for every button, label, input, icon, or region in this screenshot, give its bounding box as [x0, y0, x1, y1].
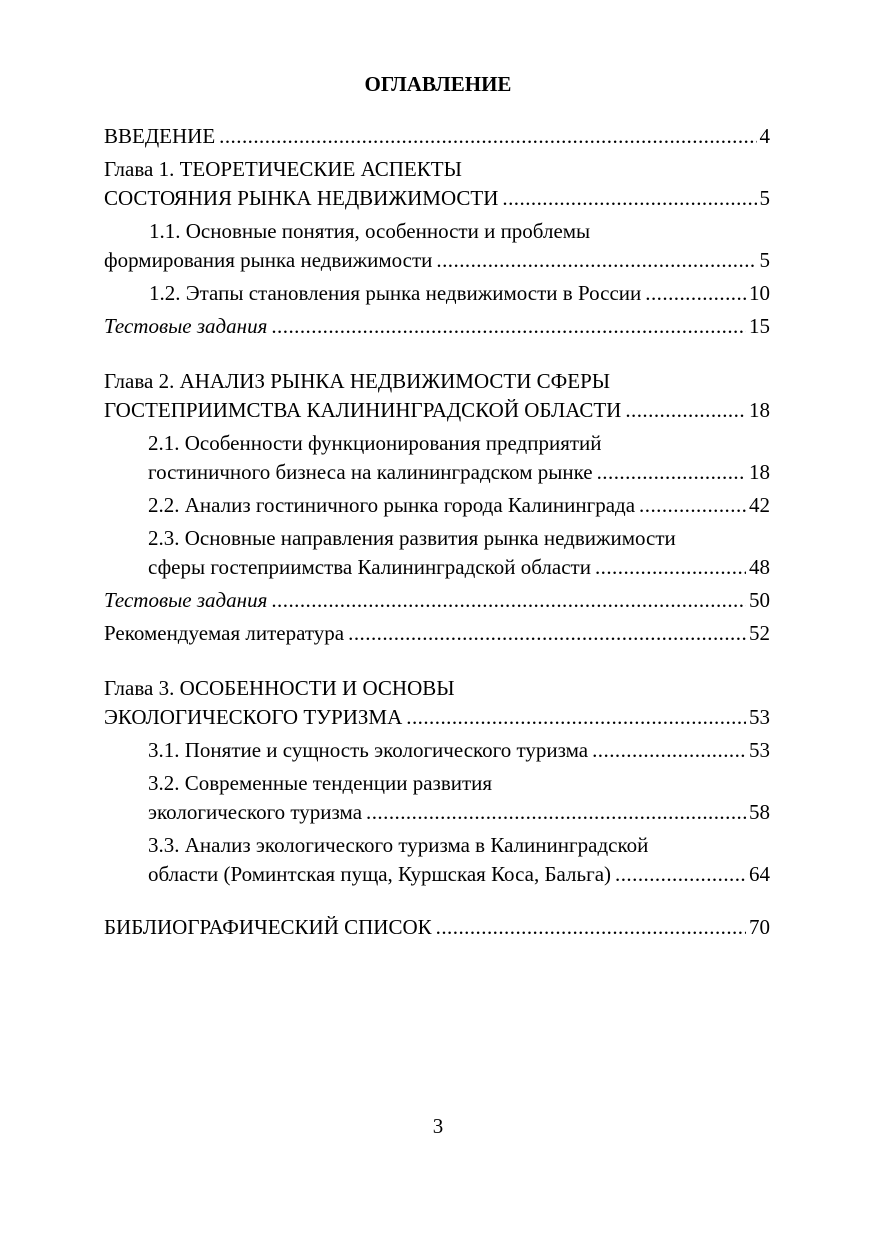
toc-entry-chapter-2 — [104, 367, 770, 425]
toc-page-number: 4 — [759, 124, 770, 148]
table-of-contents — [104, 122, 770, 946]
dot-leader — [592, 736, 746, 765]
dot-leader — [645, 279, 746, 308]
toc-page-number: 52 — [749, 621, 770, 645]
dot-leader — [625, 396, 746, 425]
toc-entry-introduction — [104, 122, 770, 151]
toc-entry-title-continued: области (Роминтская пуща, Куршская Коса, Бальга) — [148, 862, 612, 886]
toc-page-number: 5 — [759, 186, 770, 210]
toc-entry-title-continued: сферы гостеприимства Калининградской области — [148, 555, 591, 579]
toc-entry-section-3-2 — [104, 769, 770, 827]
toc-entry-title: 3.1. Понятие и сущность экологического туризма — [148, 738, 589, 762]
toc-entry-section-3-3 — [104, 831, 770, 889]
toc-page-number: 70 — [749, 915, 770, 939]
dot-leader — [406, 703, 746, 732]
toc-entry-title: Тестовые задания — [104, 314, 268, 338]
toc-page-number: 10 — [749, 281, 770, 305]
dot-leader — [219, 122, 756, 151]
toc-entry-title: 2.2. Анализ гостиничного рынка города Калининграда — [148, 493, 636, 517]
toc-entry-title: Тестовые задания — [104, 588, 268, 612]
toc-entry-title-continued: ЭКОЛОГИЧЕСКОГО ТУРИЗМА — [104, 705, 403, 729]
dot-leader — [595, 553, 746, 582]
toc-entry-section-2-2 — [104, 491, 770, 520]
toc-page-number: 53 — [749, 738, 770, 762]
toc-entry-title: Рекомендуемая литература — [104, 621, 345, 645]
dot-leader — [436, 246, 756, 275]
toc-entry-section-1-1 — [104, 217, 770, 275]
toc-entry-title: 3.3. Анализ экологического туризма в Калининградской — [148, 833, 649, 857]
toc-entry-section-1-2 — [104, 279, 770, 308]
toc-entry-title-continued: экологического туризма — [148, 800, 363, 824]
toc-entry-title: 1.1. Основные понятия, особенности и проблемы — [149, 219, 591, 243]
dot-leader — [348, 619, 746, 648]
dot-leader — [639, 491, 746, 520]
toc-entry-title: 3.2. Современные тенденции развития — [148, 771, 493, 795]
toc-entry-title-continued: гостиничного бизнеса на калининградском рынке — [148, 460, 593, 484]
toc-entry-title: 2.3. Основные направления развития рынка недвижимости — [148, 526, 676, 550]
dot-leader — [615, 860, 746, 889]
toc-page-number: 5 — [759, 248, 770, 272]
toc-entry-title: БИБЛИОГРАФИЧЕСКИЙ СПИСОК — [104, 915, 432, 939]
toc-page-number: 18 — [749, 460, 770, 484]
toc-entry-bibliography — [104, 913, 770, 942]
dot-leader — [271, 312, 746, 341]
toc-entry-title: 2.1. Особенности функционирования предприятий — [148, 431, 602, 455]
toc-page-number: 53 — [749, 705, 770, 729]
dot-leader — [597, 458, 746, 487]
toc-page-number: 64 — [749, 862, 770, 886]
dot-leader — [502, 184, 756, 213]
toc-entry-test-tasks-1 — [104, 312, 770, 341]
toc-entry-chapter-1 — [104, 155, 770, 213]
toc-entry-chapter-3 — [104, 674, 770, 732]
toc-page-number: 48 — [749, 555, 770, 579]
toc-entry-title: Глава 2. АНАЛИЗ РЫНКА НЕДВИЖИМОСТИ СФЕРЫ — [104, 369, 611, 393]
toc-page-number: 18 — [749, 398, 770, 422]
toc-entry-title: 1.2. Этапы становления рынка недвижимости в России — [149, 281, 642, 305]
page-title: ОГЛАВЛЕНИЕ — [364, 72, 512, 96]
dot-leader — [366, 798, 746, 827]
toc-page-number: 58 — [749, 800, 770, 824]
dot-leader — [271, 586, 746, 615]
toc-entry-title: Глава 3. ОСОБЕННОСТИ И ОСНОВЫ — [104, 676, 455, 700]
toc-entry-section-2-3 — [104, 524, 770, 582]
toc-page-number: 15 — [749, 314, 770, 338]
toc-page-number: 50 — [749, 588, 770, 612]
toc-entry-recommended-literature — [104, 619, 770, 648]
toc-entry-title-continued: ГОСТЕПРИИМСТВА КАЛИНИНГРАДСКОЙ ОБЛАСТИ — [104, 398, 622, 422]
page-number: 3 — [432, 1114, 444, 1138]
toc-entry-title: ВВЕДЕНИЕ — [104, 124, 216, 148]
toc-entry-test-tasks-2 — [104, 586, 770, 615]
toc-entry-title-continued: СОСТОЯНИЯ РЫНКА НЕДВИЖИМОСТИ — [104, 186, 499, 210]
toc-entry-section-3-1 — [104, 736, 770, 765]
dot-leader — [436, 913, 746, 942]
toc-entry-title-continued: формирования рынка недвижимости — [104, 248, 433, 272]
toc-entry-title: Глава 1. ТЕОРЕТИЧЕСКИЕ АСПЕКТЫ — [104, 157, 462, 181]
toc-entry-section-2-1 — [104, 429, 770, 487]
toc-page-number: 42 — [749, 493, 770, 517]
